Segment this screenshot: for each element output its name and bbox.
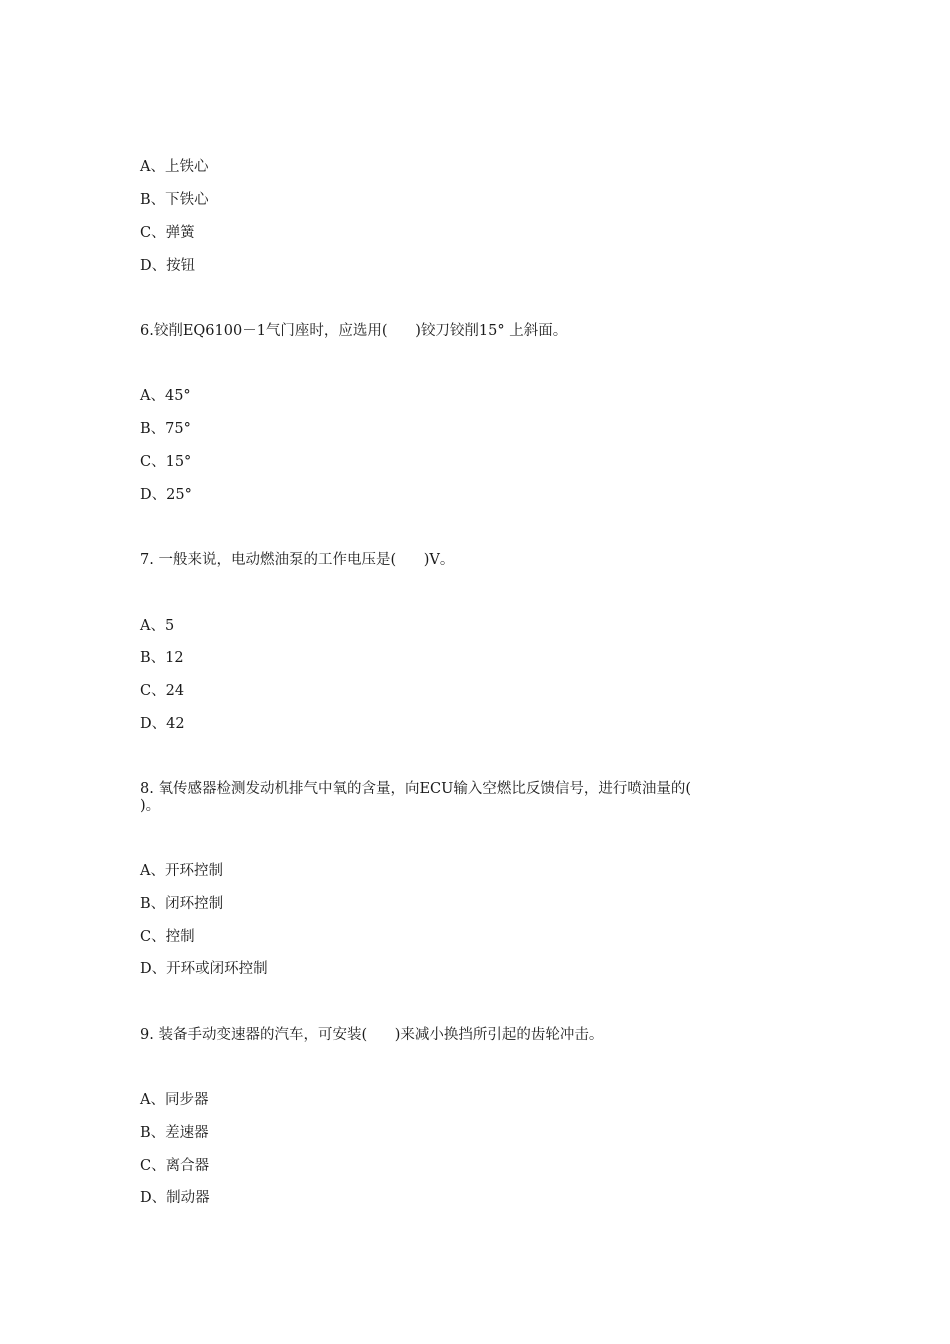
- q8-option-d: D、开环或闭环控制: [140, 961, 268, 977]
- q8-option-a: A、开环控制: [140, 863, 223, 879]
- q7-option-c: C、24: [140, 683, 185, 699]
- q9-option-a: A、同步器: [140, 1092, 209, 1108]
- q6-option-d: D、25°: [140, 487, 192, 503]
- q9-option-d: D、制动器: [140, 1190, 210, 1206]
- q9-question: 9. 装备手动变速器的汽车，可安装( )来减小换挡所引起的齿轮冲击。: [140, 1027, 604, 1043]
- q8-option-b: B、闭环控制: [140, 896, 224, 912]
- q6-question: 6.铰削EQ6100－1气门座时，应选用( )铰刀铰削15° 上斜面。: [140, 323, 568, 339]
- q7-option-b: B、12: [140, 650, 184, 666]
- q5-option-a: A、上铁心: [140, 159, 209, 175]
- q7-option-a: A、5: [140, 618, 175, 634]
- q5-option-b: B、下铁心: [140, 192, 209, 208]
- q8-option-c: C、控制: [140, 929, 195, 945]
- q5-option-d: D、按钮: [140, 258, 196, 274]
- q5-option-c: C、弹簧: [140, 225, 195, 241]
- q7-question: 7. 一般来说，电动燃油泵的工作电压是( )V。: [140, 552, 455, 568]
- q8-question-line2: )。: [140, 798, 161, 814]
- q9-option-b: B、差速器: [140, 1125, 209, 1141]
- q6-option-a: A、45°: [140, 388, 191, 404]
- q9-option-c: C、离合器: [140, 1158, 210, 1174]
- q6-option-b: B、75°: [140, 421, 191, 437]
- q6-option-c: C、15°: [140, 454, 192, 470]
- q8-question-line1: 8. 氧传感器检测发动机排气中氧的含量，向ECU输入空燃比反馈信号，进行喷油量的(: [140, 781, 691, 797]
- q7-option-d: D、42: [140, 716, 185, 732]
